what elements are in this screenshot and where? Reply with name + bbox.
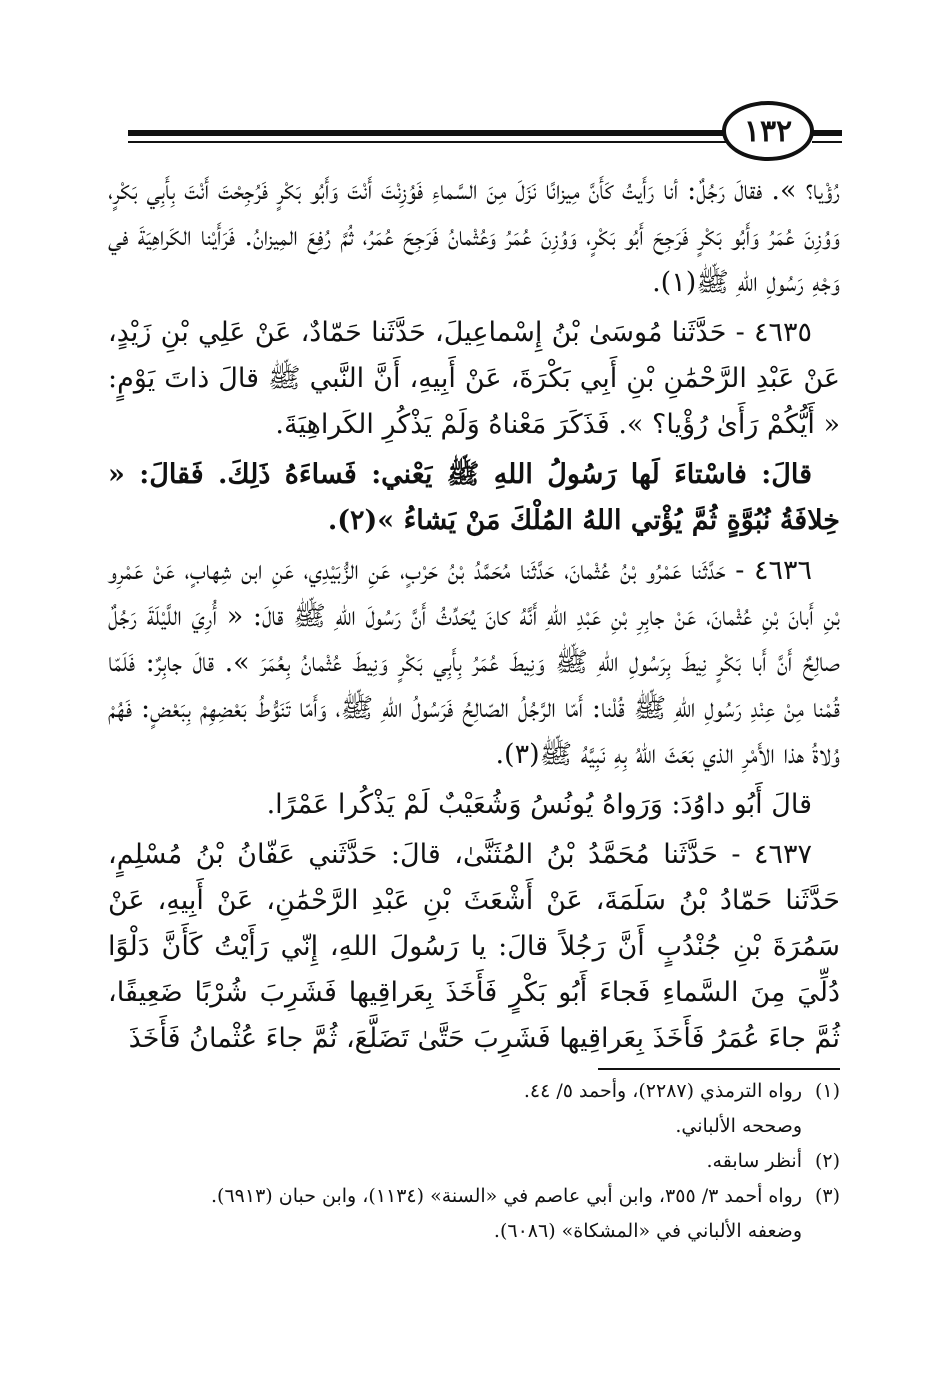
page-number-badge bbox=[722, 101, 814, 161]
footnote-2 bbox=[100, 1144, 840, 1179]
footnote-number: (٣) bbox=[814, 1185, 840, 1207]
footnote-3-continuation: وضعفه الألباني في «المشكاة» (٦٠٨٦). bbox=[493, 1220, 802, 1242]
footnote-text: رواه أحمد ٣/ ٣٥٥، وابن أبي عاصم في «السنة» (١١٣٤)، وابن حبان (٦٩١٣). bbox=[211, 1185, 802, 1207]
page-header bbox=[0, 96, 951, 166]
abu-dawud-note: قالَ أَبُو داوُدَ: وَرَواهُ يُونُسُ وَشُعَيْبٌ لَمْ يَذْكُرا عَمْرًا. bbox=[266, 789, 812, 820]
header-rule-right-thick bbox=[812, 130, 842, 136]
footnote-1-continuation: وصححه الألباني. bbox=[675, 1115, 802, 1137]
paragraph-continuation: رُؤْيا؟ ». فقالَ رَجُلٌ: أنا رَأَيتُ كَأَنَّ مِيزانًا نَزَلَ مِنَ السَّماءِ فَوُزِنْتَ أَنْتَ وَأَبُو بَكْرٍ فَرُجِحْتَ أَنْتَ بِأَبِي بَكْرٍ، وَوُزِنَ عُمَرُ وَأَبُو بَكْرٍ فَرَجِحَ أَبُو بَكْرٍ، وَوُزِنَ عُمَرُ وَعُثْمانُ فَرَجِحَ عُمَرُ، ثُمَّ رُفِعَ المِيزانُ. فَرَأَيْنا الكَراهِيَةَ في وَجْهِ رَسُولِ اللهِ ﷺ(١). bbox=[108, 175, 840, 298]
footnote-text: رواه الترمذي (٢٢٨٧)، وأحمد ٥/ ٤٤. bbox=[523, 1080, 802, 1102]
footnote-number: (٢) bbox=[814, 1150, 840, 1172]
header-rule-thick bbox=[128, 130, 728, 136]
header-rule-right-thin bbox=[812, 141, 842, 143]
footnote-divider bbox=[598, 1068, 840, 1070]
footnotes bbox=[100, 1074, 840, 1249]
footnote-number: (١) bbox=[814, 1080, 840, 1102]
footnote-text: أنظر سابقه. bbox=[706, 1150, 802, 1172]
main-text bbox=[108, 168, 840, 1066]
footnote-3 bbox=[100, 1179, 840, 1214]
hadith-4637: ٤٦٣٧ - حَدَّثَنا مُحَمَّدُ بْنُ المُثَنَّىٰ، قالَ: حَدَّثَني عَفّانُ بْنُ مُسْلِمٍ، حَدَّثَنا حَمّادُ بْنُ سَلَمَةَ، عَنْ أَشْعَثَ بْنِ عَبْدِ الرَّحْمَٰنِ، عَنْ أَبِيهِ، عَنْ سَمُرَةَ بْنِ جُنْدُبٍ أَنَّ رَجُلاً قالَ: يا رَسُولَ اللهِ، إِنّي رَأَيْتُ كَأَنَّ دَلْوًا دُلِّيَ مِنَ السَّماءِ فَجاءَ أَبُو بَكْرٍ فَأَخَذَ بِعَراقِيها فَشَرِبَ شُرْبًا ضَعِيفًا، ثُمَّ جاءَ عُمَرُ فَأَخَذَ بِعَراقِيها فَشَرِبَ حَتَّىٰ تَضَلَّعَ، ثُمَّ جاءَ عُثْمانُ فَأَخَذَ bbox=[108, 839, 840, 1054]
page-number: ١٣٢ bbox=[743, 113, 793, 149]
footnote-1 bbox=[100, 1074, 840, 1109]
header-rule-thin bbox=[128, 141, 728, 143]
hadith-4636: ٤٦٣٦ - حَدَّثَنا عَمْرُو بْنُ عُثْمانَ، حَدَّثَنا مُحَمَّدُ بْنُ حَرْبٍ، عَنِ الزُّبَيْدِي، عَنِ ابن شِهابٍ، عَنْ عَمْرِو بْنِ أَبانَ بْنِ عُثْمانَ، عَنْ جابِرِ بْنِ عَبْدِ اللهِ أَنَّهُ كانَ يُحَدِّثُ أَنَّ رَسُولَ اللهِ ﷺ قالَ: « أُرِيَ اللَّيْلَةَ رَجُلٌ صالِحٌ أَنَّ أَبا بَكْرٍ نِيطَ بِرَسُولِ اللهِ ﷺ وَنِيطَ عُمَرُ بِأَبِي بَكْرٍ وَنِيطَ عُثْمانُ بِعُمَرَ ». قالَ جابِرٌ: فَلَمّا قُمْنا مِنْ عِنْدِ رَسُولِ اللهِ ﷺ قُلْنا: أَمّا الرَّجُلُ الصّالِحُ فَرَسُولُ اللهِ ﷺ، وَأَمّا تَنَوُّطُ بَعْضِهِمْ بِبَعْضٍ: فَهُمْ وُلاةُ هذا الأَمْرِ الذي بَعَثَ اللهُ بِهِ نَبِيَّهُ ﷺ(٣). bbox=[108, 555, 840, 770]
hadith-4635: ٤٦٣٥ - حَدَّثَنا مُوسَىٰ بْنُ إِسْماعِيلَ، حَدَّثَنا حَمّادٌ، عَنْ عَلِي بْنِ زَيْدٍ، عَنْ عَبْدِ الرَّحْمَٰنِ بْنِ أَبِي بَكْرَةَ، عَنْ أَبِيهِ، أَنَّ النَّبي ﷺ قالَ ذاتَ يَوْمٍ: « أَيُّكُمْ رَأَىٰ رُؤْيا؟ ». فَذَكَرَ مَعْناهُ وَلَمْ يَذْكُرِ الكَراهِيَةَ. bbox=[108, 317, 840, 440]
paragraph-comment: قالَ: فاسْتاءَ لَها رَسُولُ اللهِ ﷺ يَعْني: فَساءَهُ ذَلِكَ. فَقالَ: « خِلافَةُ نُبُوَّةٍ ثُمَّ يُؤْتي اللهُ المُلْكَ مَنْ يَشاءُ »(٢). bbox=[108, 459, 840, 536]
